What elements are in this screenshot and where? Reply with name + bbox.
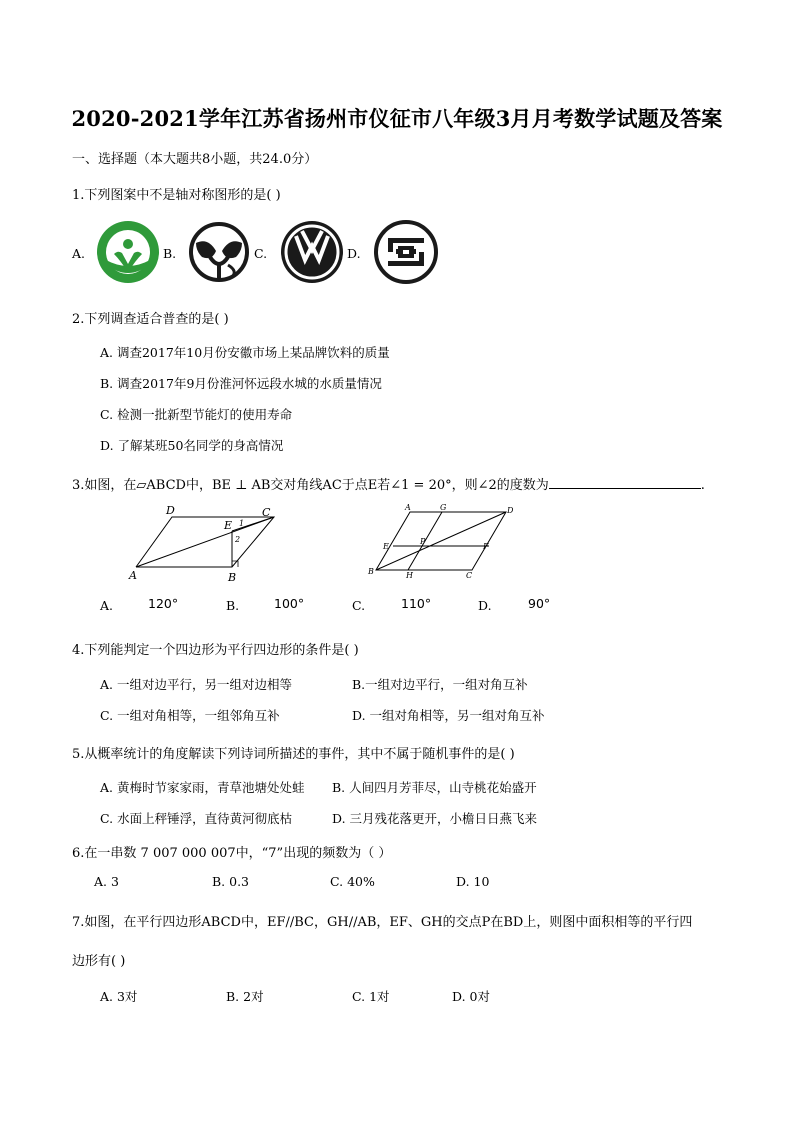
fig7-label-f: F [483,542,489,551]
q1-label-c: C. [254,246,268,261]
fig-label-b: B [228,571,237,584]
q1-stem: 1.下列图案中不是轴对称图形的是( ) [72,188,281,203]
fig7-label-a: A [405,503,411,512]
fig-label-angle1: 1 [239,519,245,528]
fig7-label-p: P [420,537,426,546]
fig7-label-e: E [383,542,389,551]
q5-option-a: A. 黄梅时节家家雨，青草池塘处处蛙 [100,780,305,795]
section-heading: 一、选择题（本大题共8小题，共24.0分） [72,152,318,167]
q3-option-d-value: 90° [528,596,551,611]
fig-label-d: D [166,504,175,517]
q6-option-b: B. 0.3 [212,874,250,889]
q2-stem: 2.下列调查适合普查的是( ) [72,312,229,327]
fig-label-e: E [224,519,233,532]
q1-label-b: B. [163,246,177,261]
q5-option-c: C. 水面上秤锤浮，直待黄河彻底枯 [100,811,293,826]
page-title: 2020-2021学年江苏省扬州市仪征市八年级3月月考数学试题及答案 [71,106,723,131]
q3-option-b-value: 100° [274,596,305,611]
q5-option-b: B. 人间四月芳菲尽，山寺桃花始盛开 [332,780,537,795]
fig-label-c: C [262,506,271,519]
q7-option-b: B. 2对 [226,989,264,1004]
fig7-label-c: C [466,571,473,580]
q6-option-a: A. 3 [94,874,119,889]
q7-stem-line1: 7.如图，在平行四边形ABCD中，EF//BC，GH//AB，EF、GH的交点P在BD上，则图中面积相等的平行四 [72,915,693,930]
leaf-face-logo-icon [188,221,250,283]
fig7-label-d: D [507,506,514,515]
q7-option-c: C. 1对 [352,989,390,1004]
q4-option-c: C. 一组对角相等，一组邻角互补 [100,708,280,723]
q7-option-a: A. 3对 [100,989,138,1004]
answer-blank [549,476,701,489]
q4-stem: 4.下列能判定一个四边形为平行四边形的条件是( ) [72,643,359,658]
q2-option-a: A. 调查2017年10月份安徽市场上某品牌饮料的质量 [100,345,390,360]
q4-option-b: B.一组对边平行，一组对角互补 [352,677,528,692]
q1-label-d: D. [347,246,361,261]
q3-option-a-value: 120° [148,596,179,611]
q3-option-a-letter: A. [100,598,114,613]
q7-option-d: D. 0对 [452,989,490,1004]
q2-option-c: C. 检测一批新型节能灯的使用寿命 [100,407,293,422]
q5-option-d: D. 三月残花落更开，小檐日日燕飞来 [332,811,538,826]
q2-option-b: B. 调查2017年9月份淮河怀远段水城的水质量情况 [100,376,382,391]
fig-label-angle2: 2 [235,535,241,544]
q3-figure-parallelogram [128,505,278,585]
q3-stem-text: 3.如图，在▱ABCD中，BE ⊥ AB交对角线AC于点E若∠1 = 20°，则∠2的度数为 [72,478,549,493]
icbc-logo-icon [374,220,438,284]
q2-option-d: D. 了解某班50名同学的身高情况 [100,438,284,453]
fig7-label-h: H [406,571,413,580]
green-food-logo-icon [96,220,160,284]
fig-label-a: A [129,569,137,582]
q3-stem-end: . [700,478,705,493]
q3-stem [72,474,705,493]
q5-stem: 5.从概率统计的角度解读下列诗词所描述的事件，其中不属于随机事件的是( ) [72,747,515,762]
q3-option-d-letter: D. [478,598,492,613]
q6-option-d: D. 10 [456,874,490,889]
q4-option-d: D. 一组对角相等，另一组对角互补 [352,708,545,723]
q7-stem-line2: 边形有( ) [72,954,126,969]
vw-logo-icon [280,220,344,284]
q3-option-c-letter: C. [352,598,366,613]
fig7-label-b: B [368,567,374,576]
q6-option-c: C. 40% [330,874,375,889]
q3-option-c-value: 110° [401,596,432,611]
q4-option-a: A. 一组对边平行，另一组对边相等 [100,677,292,692]
q3-option-b-letter: B. [226,598,240,613]
q7-figure-parallelogram [368,502,518,582]
q1-label-a: A. [72,246,86,261]
fig7-label-g: G [440,503,447,512]
q6-stem: 6.在一串数 7 007 000 007中，“7”出现的频数为（ ） [72,846,392,861]
